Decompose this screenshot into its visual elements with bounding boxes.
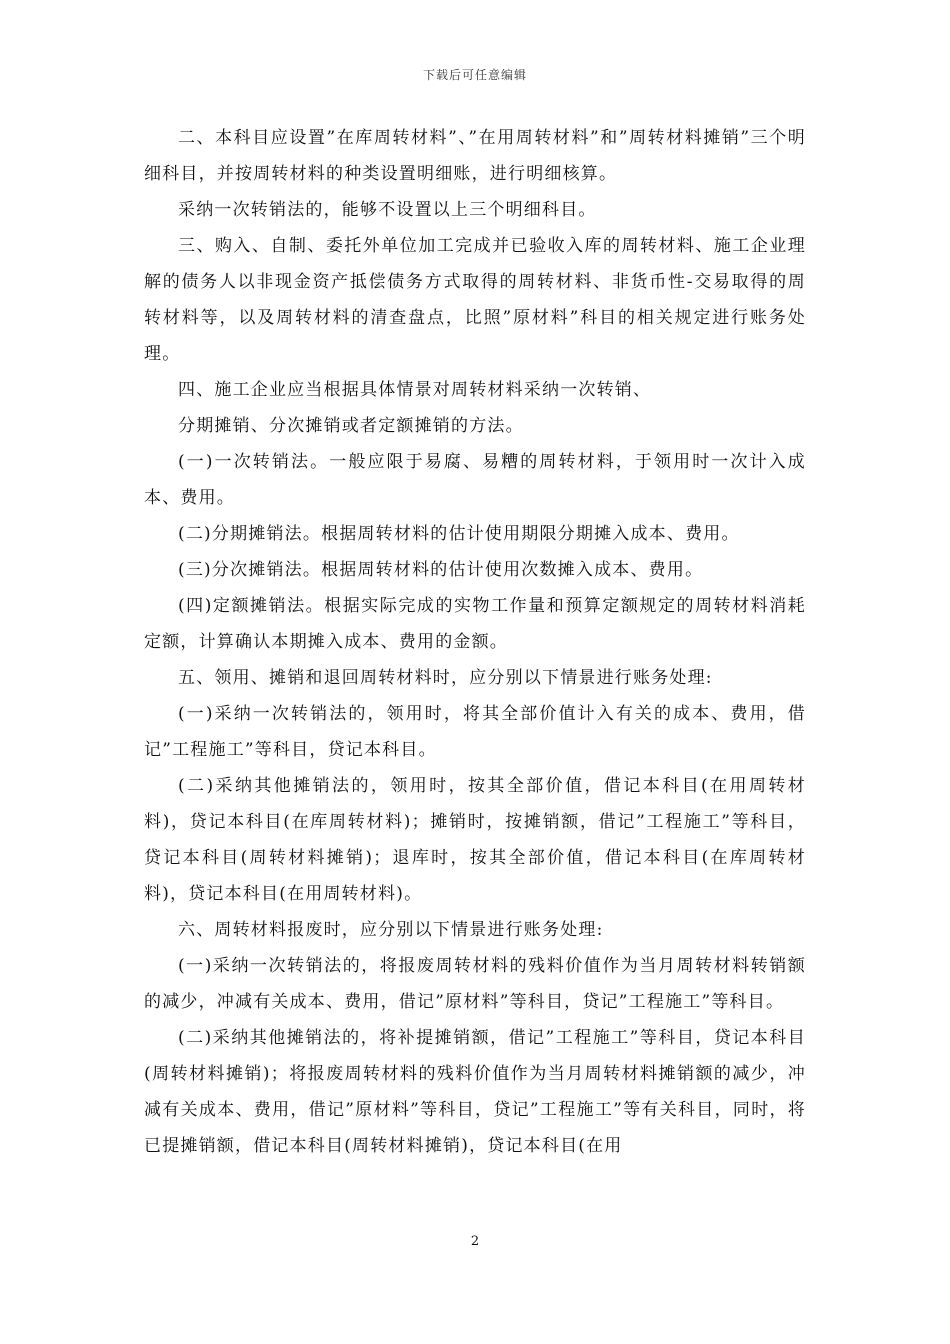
page-header: 下载后可任意编辑 [422,68,527,82]
paragraph: (一)一次转销法。一般应限于易腐、易糟的周转材料，于领用时一次计入成本、费用。 [144,452,806,508]
paragraph: (四)定额摊销法。根据实际完成的实物工作量和预算定额规定的周转材料消耗定额，计算确认本期摊入成本、费用的金额。 [144,596,806,652]
paragraph: 六、周转材料报废时，应分别以下情景进行账务处理: [178,920,604,940]
page-number: 2 [470,1234,480,1249]
paragraph: 分期摊销、分次摊销或者定额摊销的方法。 [178,416,524,436]
paragraph: 四、施工企业应当根据具体情景对周转材料采纳一次转销、 [178,380,652,400]
paragraph: 五、领用、摊销和退回周转材料时，应分别以下情景进行账务处理: [178,668,713,688]
paragraph: 三、购入、自制、委托外单位加工完成并已验收入库的周转材料、施工企业理解的债务人以非现金资产抵偿债务方式取得的周转材料、非货币性-交易取得的周转材料等，以及周转材料的清查盘点，比照”原材料”科目的相关规定进行账务处理。 [144,236,806,364]
paragraph: (二)分期摊销法。根据周转材料的估计使用期限分期摊入成本、费用。 [178,524,740,544]
paragraph: (三)分次摊销法。根据周转材料的估计使用次数摊入成本、费用。 [178,560,704,580]
paragraph: (二)采纳其他摊销法的，领用时，按其全部价值，借记本科目(在用周转材料)，贷记本科目(在库周转材料)；摊销时，按摊销额，借记”工程施工”等科目，贷记本科目(周转材料摊销)；退库时，按其全部价值，借记本科目(在库周转材料)，贷记本科目(在用周转材料)。 [144,776,806,904]
paragraph: (二)采纳其他摊销法的，将补提摊销额，借记”工程施工”等科目，贷记本科目(周转材料摊销)；将报废周转材料的残料价值作为当月周转材料摊销额的减少，冲减有关成本、费用，借记”原材料”等科目，贷记”工程施工”等有关科目，同时，将已提摊销额，借记本科目(周转材料摊销)，贷记本科目(在用 [144,1028,806,1156]
paragraph: (一)采纳一次转销法的，领用时，将其全部价值计入有关的成本、费用，借记”工程施工”等科目，贷记本科目。 [144,704,806,760]
paragraph: (一)采纳一次转销法的，将报废周转材料的残料价值作为当月周转材料转销额的减少，冲减有关成本、费用，借记”原材料”等科目，贷记”工程施工”等科目。 [144,956,806,1012]
paragraph: 采纳一次转销法的，能够不设置以上三个明细科目。 [178,200,597,220]
paragraph: 二、本科目应设置”在库周转材料”、”在用周转材料”和”周转材料摊销”三个明细科目，并按周转材料的种类设置明细账，进行明细核算。 [144,128,806,184]
document-body [144,120,806,1164]
